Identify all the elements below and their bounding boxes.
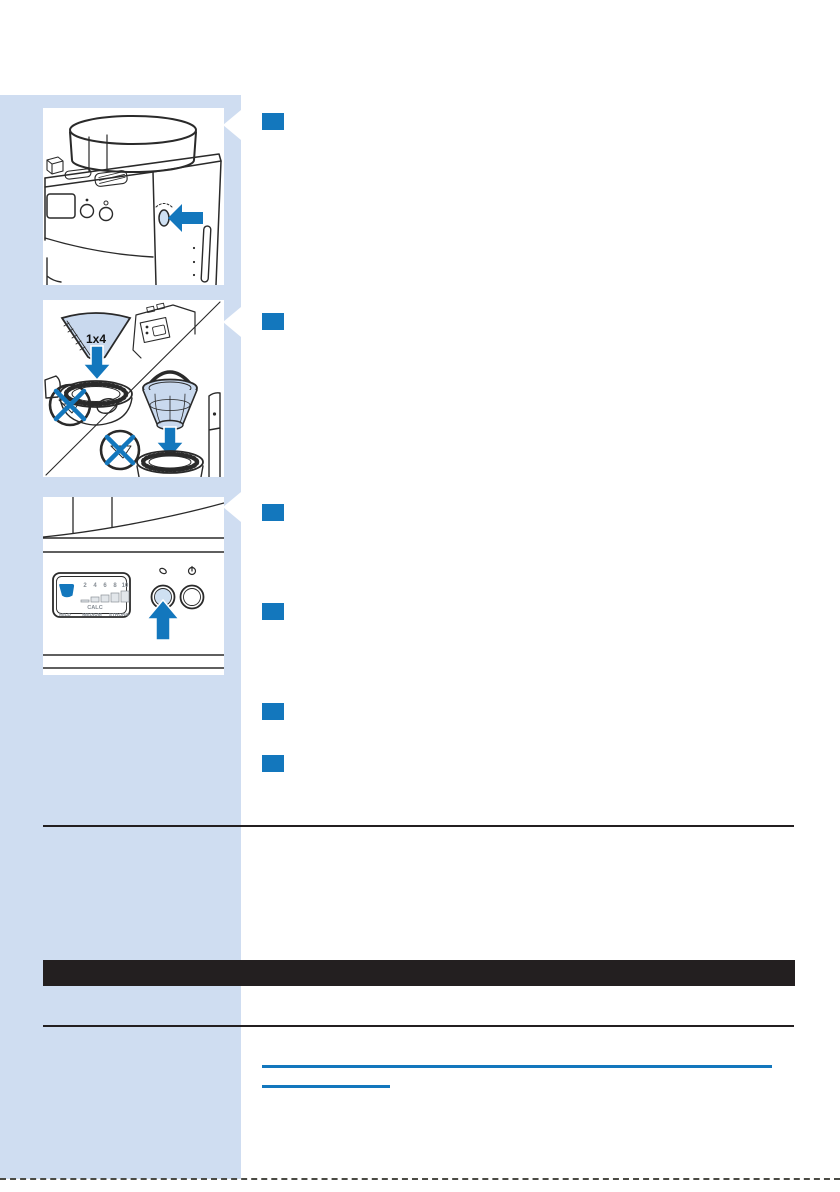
step-marker-1: [262, 113, 284, 130]
strength-label: MILD: [59, 613, 71, 618]
prohibited-circle-2: [101, 431, 139, 469]
strength-label: MEDIUM: [82, 613, 102, 618]
figure-filter-insertion: [43, 300, 224, 477]
step-marker-2: [262, 313, 284, 330]
hyperlink-underline[interactable]: [262, 1085, 390, 1088]
coffee-machine-drawing: [45, 116, 221, 285]
strength-label: STRONG: [108, 613, 130, 618]
step-marker-6: [262, 755, 284, 772]
water-tank-sketch: [209, 393, 220, 477]
step-marker-3: [262, 504, 284, 521]
tick-label: 10: [121, 583, 129, 589]
arrow-up-icon: [147, 600, 179, 640]
control-panel-drawing: [43, 497, 224, 668]
calc-label: CALC: [87, 605, 103, 611]
strength-bars: [81, 591, 129, 602]
permanent-filter-scene: [137, 372, 203, 477]
figure-machine-side-switch: [43, 108, 224, 285]
side-switch: [159, 210, 169, 226]
tick-label: 2: [83, 583, 87, 589]
hyperlink-underline[interactable]: [262, 1065, 772, 1068]
bean-icon: [159, 567, 167, 574]
filter-size-label: 1x4: [85, 332, 107, 346]
callout-pointer: [223, 307, 241, 337]
water-gauge: [201, 226, 211, 282]
step-marker-4: [262, 603, 284, 620]
cross-icon: [107, 437, 133, 463]
figure-control-panel: [43, 497, 224, 675]
page-cut-line: [0, 1178, 840, 1180]
callout-pointer: [223, 492, 241, 522]
section-header-bar: [43, 960, 795, 986]
tick-label: 6: [103, 583, 107, 589]
tick-label: 8: [113, 583, 117, 589]
section-divider: [43, 1025, 794, 1027]
machine-sketch-top: [133, 303, 195, 358]
tick-label: 4: [93, 583, 97, 589]
display-window: [47, 194, 75, 218]
step-marker-5: [262, 703, 284, 720]
section-divider: [43, 825, 794, 827]
arrow-left-icon: [168, 204, 203, 232]
callout-pointer: [223, 110, 241, 140]
cup-icon: [59, 584, 74, 597]
